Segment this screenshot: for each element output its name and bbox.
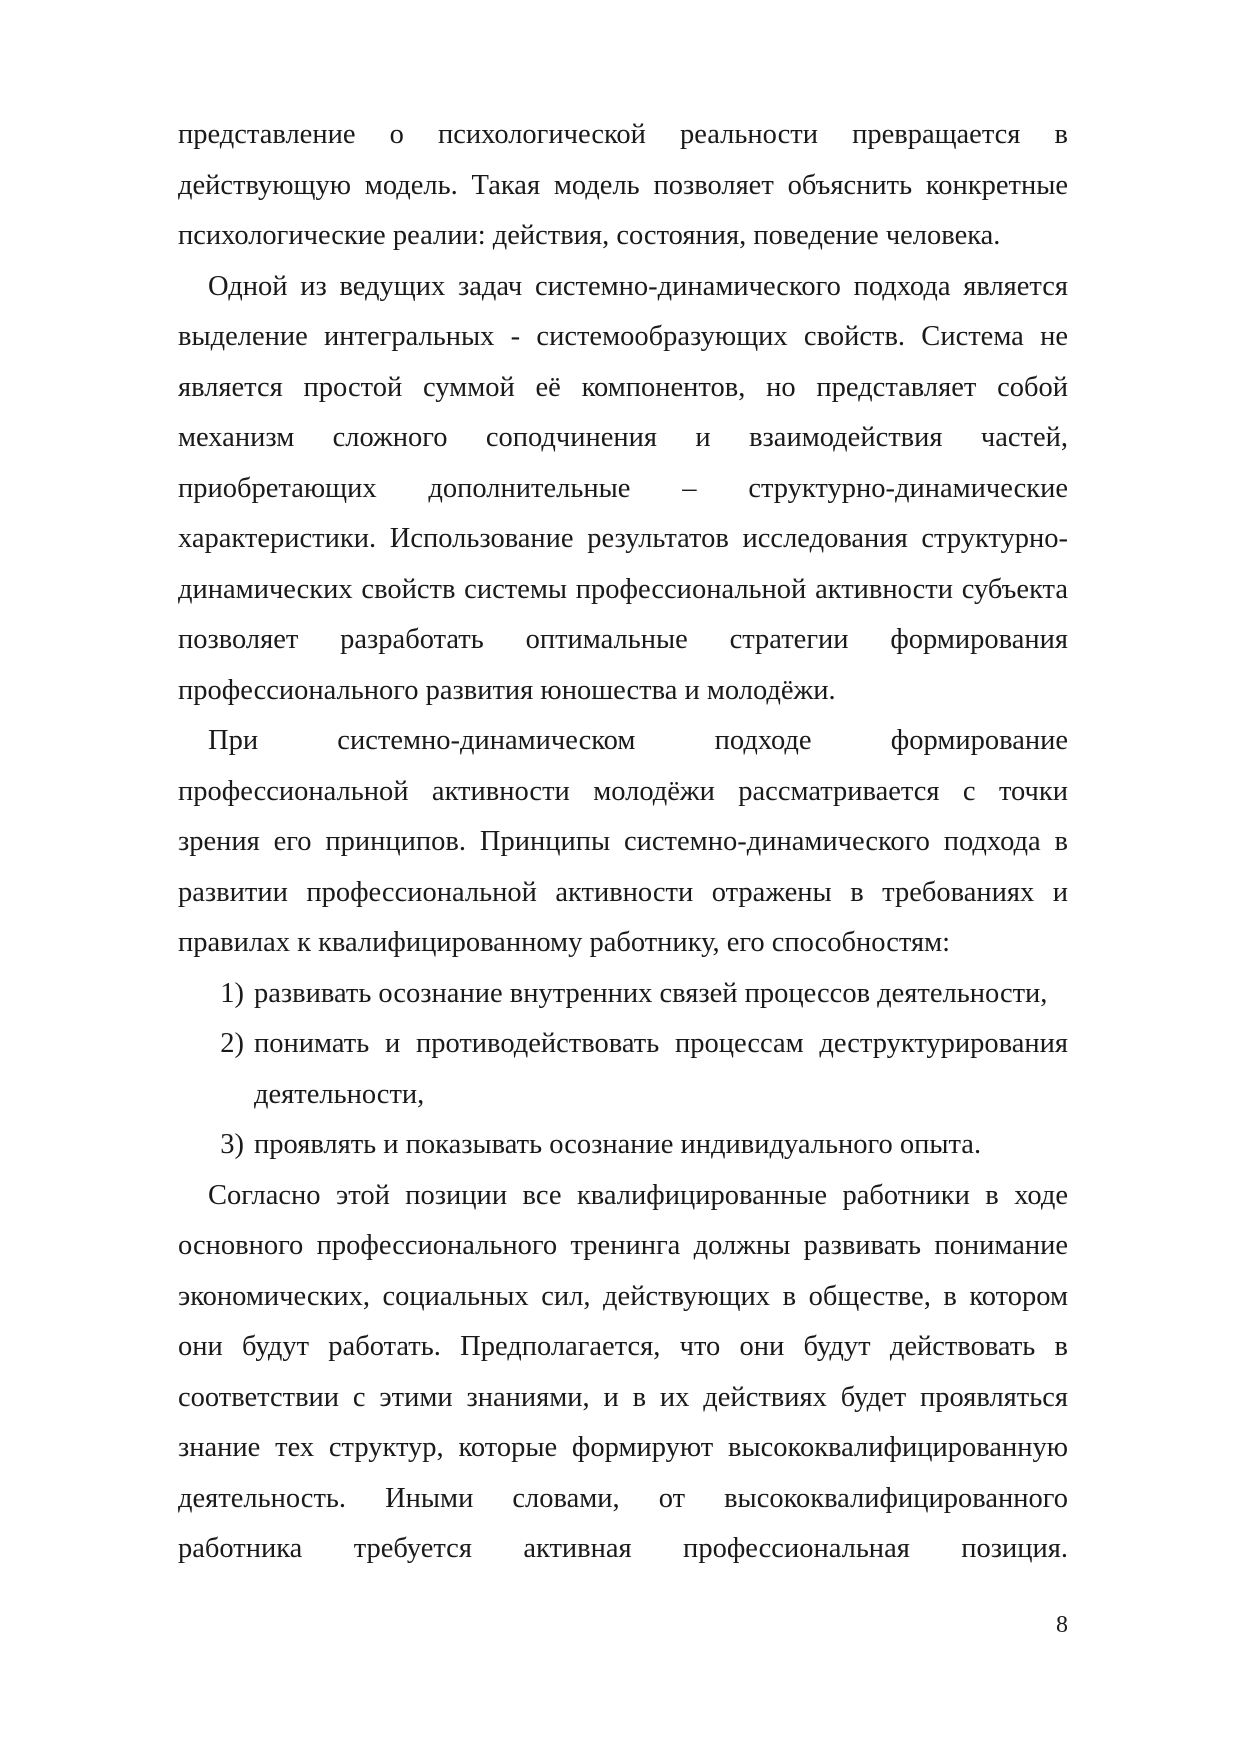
list-item-text: развивать осознание внутренних связей процессов деятельности,	[254, 977, 1048, 1009]
paragraph-4: Согласно этой позиции все квалифицированные работники в ходе основного профессионального тренинга должны развивать понимание экономических, социальных сил, действующих в обществе, в котором они будут работать. Предполагается, что они будут действовать в соответствии с этими знаниями, и в их действиях будет проявляться знание тех структур, которые формируют высококвалифицированную деятельность. Иными словами, от высококвалифицированного работника требуется активная профессиональная позиция.	[178, 1179, 1068, 1564]
list-item-number: 3)	[220, 1129, 244, 1160]
list-item	[178, 1120, 1068, 1171]
list-item	[178, 1019, 1068, 1120]
numbered-list	[178, 969, 1068, 1171]
paragraph-2: Одной из ведущих задач системно-динамического подхода является выделение интегральных - системообразующих свойств. Система не является простой суммой её компонентов, но представляет собой механизм сложного соподчинения и взаимодействия частей, приобретающих дополнительные – структурно-динамические характеристики. Использование результатов исследования структурно-динамических свойств системы профессиональной активности субъекта позволяет разработать оптимальные стратегии формирования профессионального развития юношества и молодёжи.	[178, 270, 1068, 706]
list-item-number: 2)	[220, 1028, 244, 1059]
paragraph-3: При системно-динамическом подходе формирование профессиональной активности молодёжи рассматривается с точки зрения его принципов. Принципы системно-динамического подхода в развитии профессиональной активности отражены в требованиях и правилах к квалифицированному работнику, его способностям:	[178, 725, 1068, 958]
list-item-number: 1)	[220, 977, 244, 1009]
list-item-text: понимать и противодействовать процессам деструктурирования деятельности,	[254, 1028, 1068, 1110]
paragraph-1: представление о психологической реальности превращается в действующую модель. Такая модель позволяет объяснить конкретные психологические реалии: действия, состояния, поведение человека.	[178, 119, 1068, 251]
document-page	[178, 110, 1068, 1575]
page-number: 8	[1056, 1612, 1068, 1638]
list-item-text: проявлять и показывать осознание индивидуального опыта.	[254, 1129, 982, 1160]
list-item	[178, 969, 1068, 1020]
